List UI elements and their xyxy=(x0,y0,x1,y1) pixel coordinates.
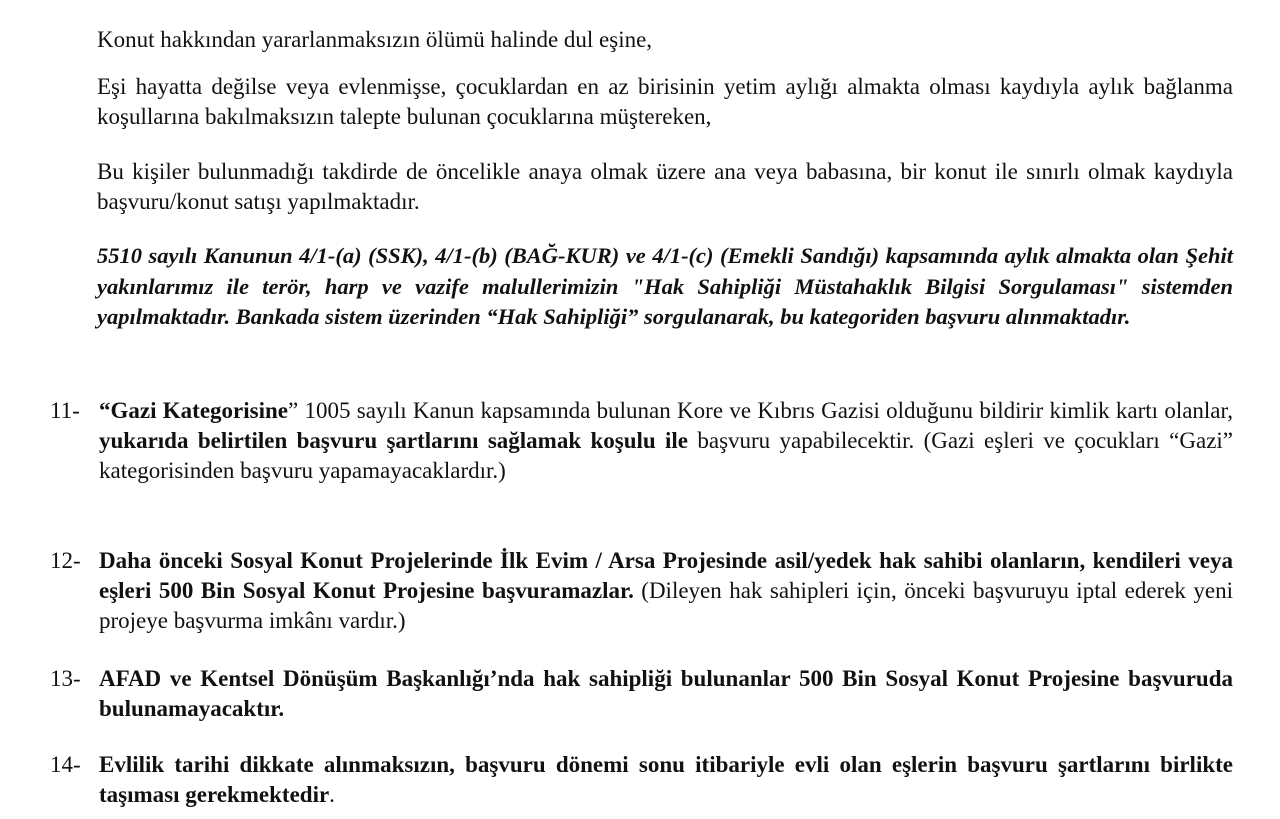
list-item-number: 12- xyxy=(50,548,81,573)
list-item-number: 11- xyxy=(50,398,80,423)
bold-title: “Gazi Kategorisine xyxy=(99,398,288,423)
item-text: başvuru yapabilecektir. (Gazi eşleri ve çocukları “Gazi” kategorisinden başvuru yapamayacaklardır.) xyxy=(99,428,1233,483)
list-item-body xyxy=(99,664,1233,724)
list-item-number: 14- xyxy=(50,752,81,777)
paragraph-parents xyxy=(97,157,1233,217)
list-item-12 xyxy=(50,546,1233,636)
paragraph-children xyxy=(97,72,1233,132)
paragraph-martyr-relatives xyxy=(97,241,1233,333)
list-item-13 xyxy=(50,664,1233,724)
item-text: (Dileyen hak sahipleri için, önceki başvuruyu iptal ederek yeni projeye başvurma imkânı vardır.) xyxy=(99,578,1233,633)
item-text: ” 1005 sayılı Kanun kapsamında bulunan Kore ve Kıbrıs Gazisi olduğunu bildirir kimlik kartı olanlar, xyxy=(287,398,1234,423)
paragraph-widow-spouse xyxy=(97,25,1233,55)
paragraph-text: Bu kişiler bulunmadığı takdirde de öncelikle anaya olmak üzere ana veya babasına, bir konut ile sınırlı olmak kaydıyla başvuru/konut satışı yapılmaktadır. xyxy=(97,159,1233,214)
list-item-14 xyxy=(50,750,1233,810)
bold-text: Evlilik tarihi dikkate alınmaksızın, başvuru dönemi sonu itibariyle evli olan eşlerin başvuru şartlarını birlikte taşıması gerekmektedir xyxy=(99,752,1233,807)
paragraph-text: Eşi hayatta değilse veya evlenmişse, çocuklardan en az birisinin yetim aylığı almakta olması kaydıyla aylık bağlanma koşullarına bakılmaksızın talepte bulunan çocuklarına müştereken, xyxy=(97,74,1233,129)
bold-text: Daha önceki Sosyal Konut Projelerinde İlk Evim / Arsa Projesinde asil/yedek hak sahibi olanların, kendileri veya eşleri 500 Bin Sosyal Konut Projesine başvuramazlar. xyxy=(99,548,1233,603)
list-item-body xyxy=(99,546,1233,636)
list-item-body xyxy=(99,396,1233,486)
paragraph-text: 5510 sayılı Kanunun 4/1-(a) (SSK), 4/1-(b) (BAĞ-KUR) ve 4/1-(c) (Emekli Sandığı) kapsamında aylık almakta olan Şehit yakınlarımız ile terör, harp ve vazife malullerimizin "Hak Sahipliği Müstahaklık Bilgisi Sorgulaması" sistemden yapılmaktadır. Bankada sistem üzerinden “Hak Sahipliği” sorgulanarak, bu kategoriden başvuru alınmaktadır. xyxy=(97,243,1233,329)
item-text: . xyxy=(329,782,335,807)
paragraph-text: Konut hakkından yararlanmaksızın ölümü halinde dul eşine, xyxy=(97,27,653,52)
list-item-11 xyxy=(50,396,1233,486)
list-item-body xyxy=(99,750,1233,810)
bold-text: yukarıda belirtilen başvuru şartlarını sağlamak koşulu ile xyxy=(99,428,689,453)
bold-text: AFAD ve Kentsel Dönüşüm Başkanlığı’nda hak sahipliği bulunanlar 500 Bin Sosyal Konut Projesine başvuruda bulunamayacaktır. xyxy=(99,666,1233,721)
list-item-number: 13- xyxy=(50,666,81,691)
